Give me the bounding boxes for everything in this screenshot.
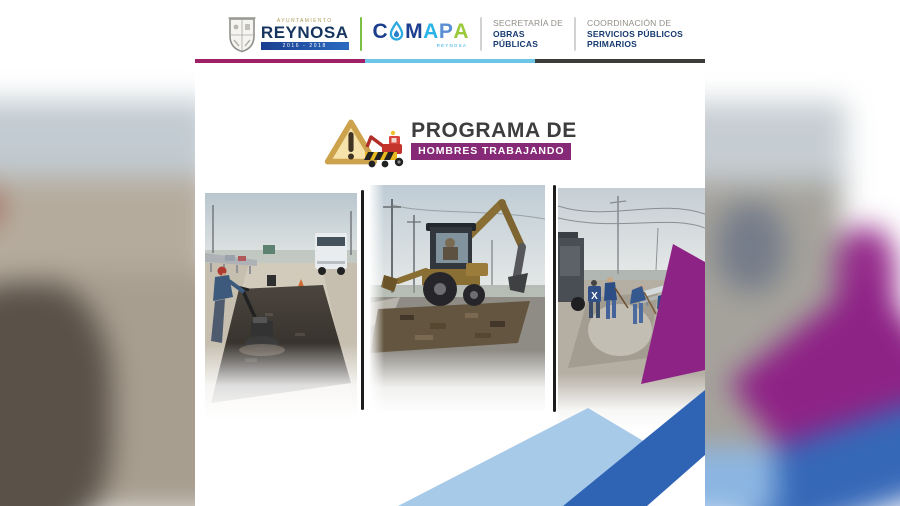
reynosa-ayuntamiento-label: AYUNTAMIENTO (276, 18, 333, 24)
photo-divider (553, 185, 556, 412)
blurred-right-panel (704, 0, 900, 506)
svg-text:X: X (591, 291, 598, 302)
work-truck (558, 232, 585, 311)
reynosa-logo (227, 15, 349, 53)
header-separator-green (360, 17, 362, 51)
tricolor-brand-bar (195, 59, 705, 63)
program-title-block (195, 112, 705, 173)
header-separator (480, 17, 482, 51)
brand-bar-cyan (365, 59, 535, 63)
blurred-left-panel (0, 0, 196, 506)
reynosa-wordmark: REYNOSA (260, 23, 349, 42)
blurred-photo-echo-left (0, 0, 196, 506)
poster-content (195, 0, 705, 506)
program-badge: HOMBRES TRABAJANDO (411, 143, 571, 160)
blurred-photo-echo-right (704, 0, 900, 506)
comapa-letter: M (405, 19, 424, 43)
water-drop-icon (389, 21, 404, 41)
comapa-letter: P (438, 19, 454, 43)
coordinacion-servicios-label: COORDINACIÓN DE SERVICIOS PÚBLICOS PRIMARIOS (587, 18, 684, 50)
brand-bar-magenta (195, 59, 365, 63)
photo-plate-compactor (205, 193, 357, 420)
photo-road-crew (558, 188, 705, 430)
program-title: PROGRAMA DE (411, 119, 577, 142)
secretaria-obras-publicas-label: SECRETARÍA DE OBRAS PÚBLICAS (493, 18, 564, 50)
comapa-letter: A (453, 19, 470, 43)
comapa-letter: A (423, 19, 439, 43)
photo-backhoe (370, 185, 545, 413)
reynosa-crest-icon (227, 15, 257, 53)
toy-backhoe-icon (363, 128, 409, 168)
brand-bar-dark (535, 59, 705, 63)
white-semi-truck (315, 233, 347, 275)
comapa-logo (373, 21, 470, 48)
photo-divider (361, 190, 364, 410)
reynosa-years: 2016 - 2018 (261, 42, 349, 50)
header-separator (574, 17, 576, 51)
header-logo-strip (195, 10, 705, 58)
comapa-reynosa-sublabel: REYNOSA (436, 42, 468, 48)
comapa-letter: C (372, 19, 389, 43)
